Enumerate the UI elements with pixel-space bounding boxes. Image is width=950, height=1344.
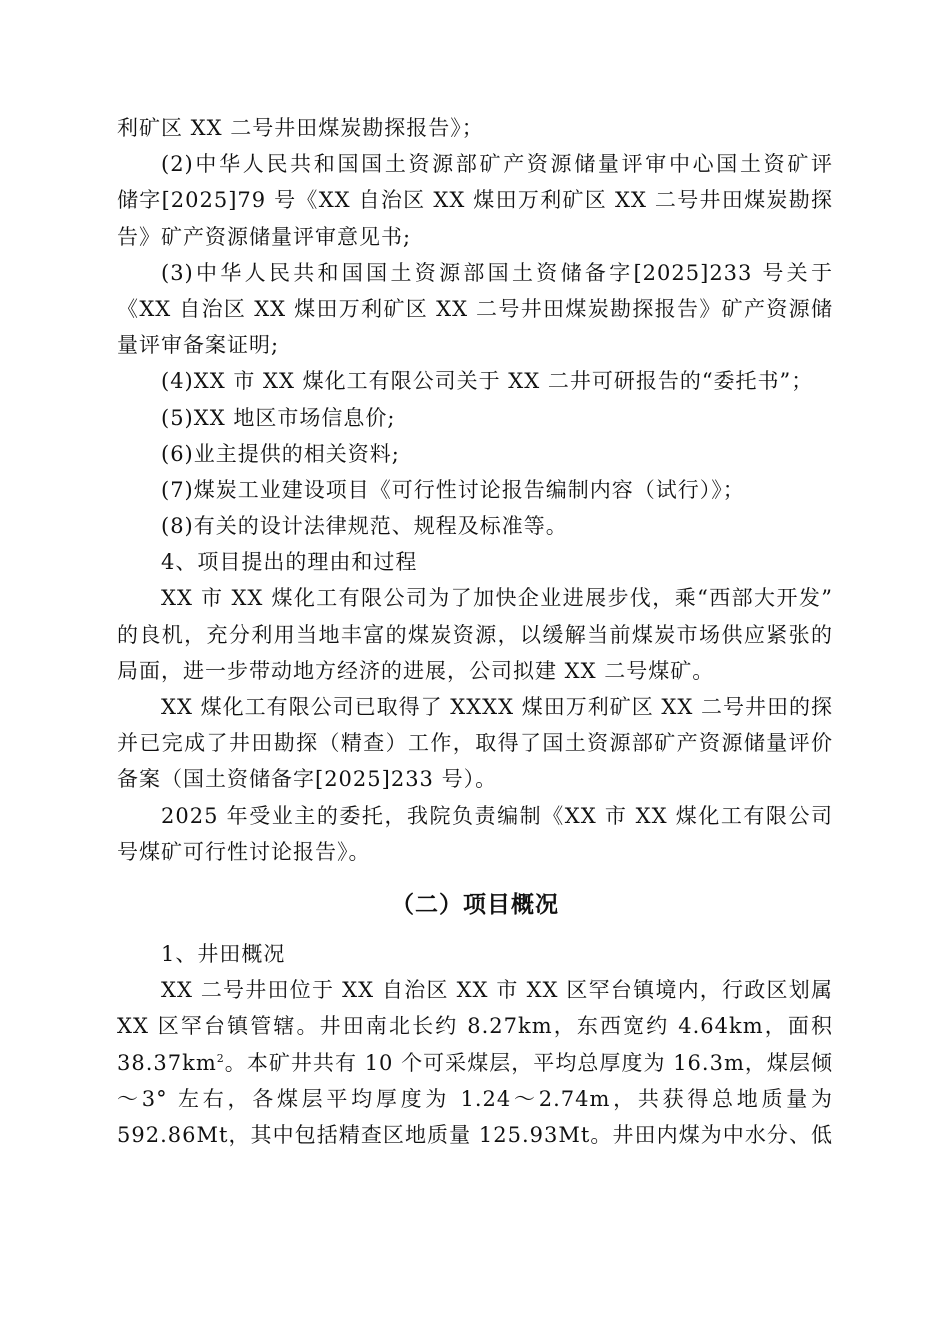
- text-line: 号煤矿可行性讨论报告》。: [117, 839, 371, 864]
- text-line: 储字[2025]79 号《XX 自治区 XX 煤田万利矿区 XX 二号井田煤炭勘探: [117, 188, 833, 213]
- text-line: (4)XX 市 XX 煤化工有限公司关于 XX 二井可研报告的“委托书”；: [161, 369, 814, 394]
- text-line: (3)中华人民共和国国土资源部国土资储备字[2025]233 号关于: [161, 260, 833, 285]
- text-line: XX 区罕台镇管辖。井田南北长约 8.27km，东西宽约 4.64km，面积: [117, 1014, 833, 1039]
- text-line: 的良机，充分利用当地丰富的煤炭资源，以缓解当前煤炭市场供应紧张的: [117, 622, 833, 647]
- text-line: 1、井田概况: [161, 941, 286, 966]
- text-line: 《XX 自治区 XX 煤田万利矿区 XX 二号井田煤炭勘探报告》矿产资源储: [117, 296, 833, 321]
- area-rest: 。本矿井共有 10 个可采煤层，平均总厚度为 16.3m，煤层倾: [224, 1050, 833, 1075]
- text-line: 592.86Mt，其中包括精查区地质量 125.93Mt。井田内煤为中水分、低: [117, 1122, 833, 1147]
- document-page: [117, 110, 833, 1153]
- text-line-area: [117, 1045, 833, 1081]
- text-line: (8)有关的设计法律规范、规程及标准等。: [161, 514, 568, 539]
- paragraph-block-overview: [117, 936, 833, 1045]
- text-line: 利矿区 XX 二号井田煤炭勘探报告》；: [117, 116, 484, 140]
- text-line: XX 二号井田位于 XX 自治区 XX 市 XX 区罕台镇境内，行政区划属: [161, 978, 833, 1003]
- area-superscript: 2: [216, 1051, 225, 1065]
- paragraph-block-tail: [117, 1081, 833, 1153]
- text-line: (7)煤炭工业建设项目《可行性讨论报告编制内容（试行）》；: [161, 477, 745, 502]
- text-line: ～3° 左右，各煤层平均厚度为 1.24～2.74m，共获得总地质量为: [117, 1086, 833, 1111]
- text-line: 局面，进一步带动地方经济的进展，公司拟建 XX 二号煤矿。: [117, 658, 715, 683]
- text-line: (6)业主提供的相关资料;: [161, 441, 400, 466]
- text-line: (5)XX 地区市场信息价;: [161, 405, 396, 430]
- text-line: 量评审备案证明;: [117, 333, 280, 358]
- text-line: 备案（国土资储备字[2025]233 号）。: [117, 767, 498, 792]
- text-line: XX 市 XX 煤化工有限公司为了加快企业进展步伐，乘“西部大开发”: [161, 586, 833, 611]
- section-heading: （二）项目概况: [391, 891, 559, 918]
- text-line: 2025 年受业主的委托，我院负责编制《XX 市 XX 煤化工有限公司: [161, 803, 833, 828]
- paragraph-block-references: [117, 110, 833, 870]
- text-line: 告》矿产资源储量评审意见书;: [117, 224, 412, 249]
- area-value: 38.37km: [117, 1050, 217, 1075]
- text-line: 4、项目提出的理由和过程: [161, 550, 418, 575]
- text-line: (2)中华人民共和国国土资源部矿产资源储量评审中心国土资矿评: [161, 152, 833, 177]
- text-line: 并已完成了井田勘探（精查）工作，取得了国土资源部矿产资源储量评价: [117, 731, 833, 756]
- text-line: XX 煤化工有限公司已取得了 XXXX 煤田万利矿区 XX 二号井田的探: [161, 695, 833, 719]
